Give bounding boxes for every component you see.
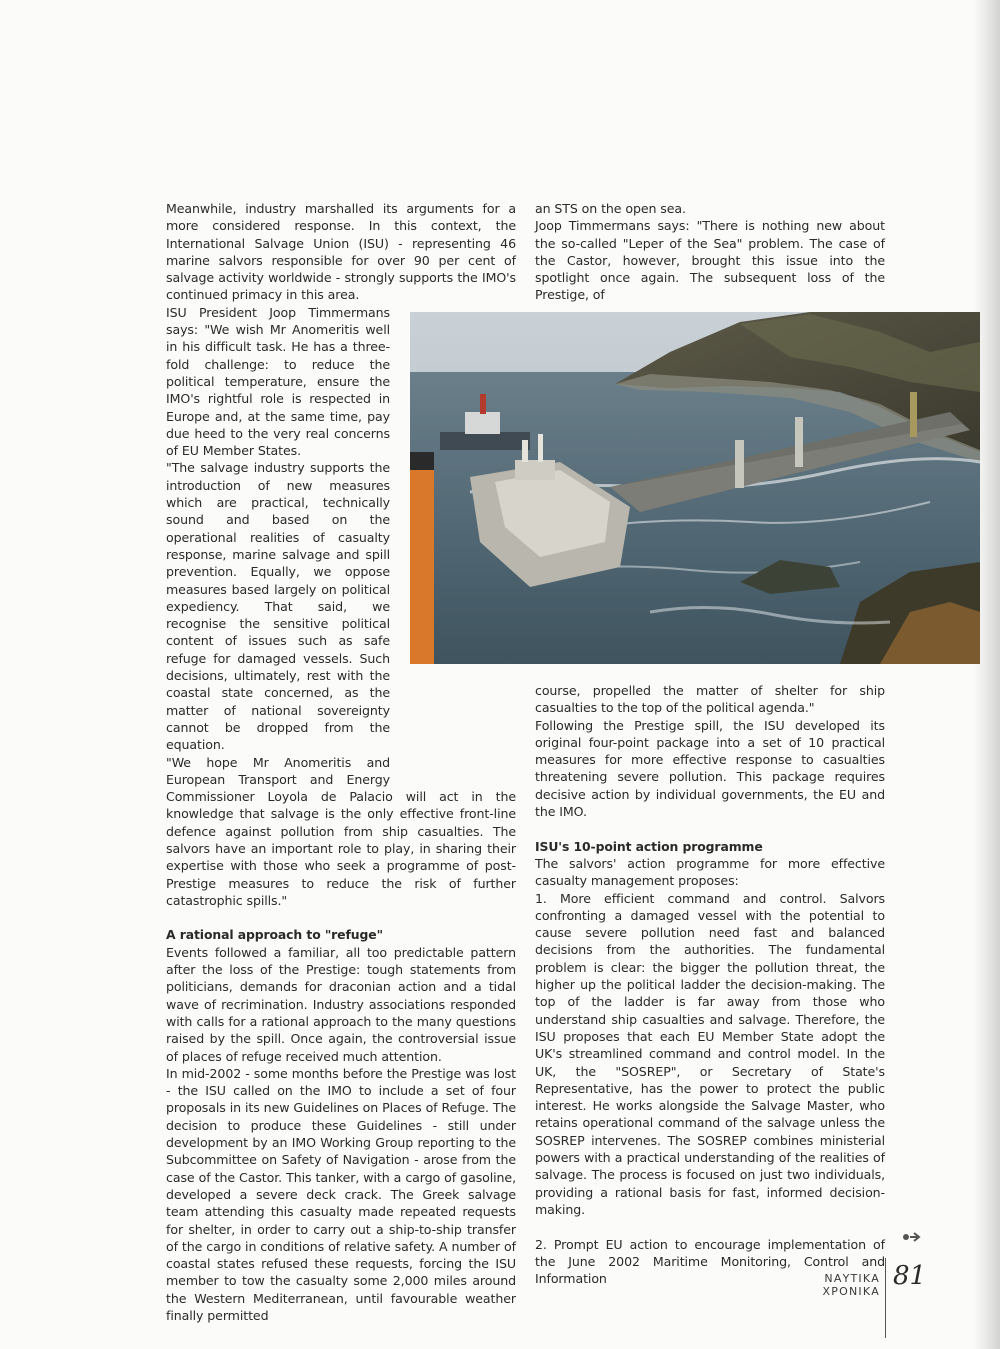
right-paragraph-3: course, propelled the matter of shelter for ship casualties to the top of the political agenda." — [535, 683, 885, 716]
magazine-name: ΝΑΥΤΙΚΑ ΧΡΟΝΙΚΑ — [822, 1272, 880, 1298]
right-column-top — [535, 200, 885, 304]
page-edge-shadow — [974, 0, 1000, 1349]
left-paragraph-4: "We hope Mr Anomeritis and European Transport and Energy Commissioner Loyola de Palacio will act in the knowledge that salvage is the only effective front-line defence against pollution from ship casualties. The salvors have an important role to play, in sharing their expertise with those who seek a programme of post-Prestige measures to reduce the risk of further catastrophic spills." — [166, 754, 516, 908]
right-paragraph-4: Following the Prestige spill, the ISU developed its original four-point package into a set of 10 practical measures for more effective response to casualties threatening severe pollution. This package requires decisive action by individual governments, the EU and the IMO. — [535, 717, 885, 820]
right-paragraph-5: The salvors' action programme for more effective casualty management proposes: — [535, 855, 885, 889]
section-heading-refuge: A rational approach to "refuge" — [166, 927, 383, 943]
left-paragraph-6: In mid-2002 - some months before the Prestige was lost - the ISU called on the IMO to include a set of four proposals in its new Guidelines on Places of Refuge. The decision to produce these Guidelines - still under development by an IMO Working Group reporting to the Subcommittee on Safety of Navigation - arose from the case of the Castor. This tanker, with a cargo of gasoline, developed a severe deck crack. The Greek salvage team attending this casualty made repeated requests for shelter, in order to carry out a ship-to-ship transfer of the cargo in conditions of relative safety. A number of coastal states refused these requests, forcing the ISU member to tow the casualty some 2,000 miles around the Western Mediterranean, until favourable weather finally permitted — [166, 1065, 516, 1323]
right-paragraph-1: an STS on the open sea. — [535, 201, 686, 216]
left-paragraph-3: "The salvage industry supports the introduction of new measures which are practical, technically sound and based on the operational realities of casualty response, marine salvage and spill prevention. Equally, we oppose measures based largely on political expediency. That said, we recognise the sensitive political content of issues such as safe refuge for damaged vessels. Such decisions, ultimately, rest with the coastal state concerned, as the matter of national sovereignty cannot be dropped from the equation. — [166, 460, 390, 753]
section-heading-action-programme: ISU's 10-point action programme — [535, 838, 763, 854]
shipwreck-illustration — [410, 312, 980, 664]
footer-divider — [885, 1258, 886, 1338]
continue-arrow-icon — [902, 1228, 922, 1247]
left-paragraph-5: Events followed a familiar, all too predictable pattern after the loss of the Prestige: tough statements from politicians, demands for draconian action and a tidal wave of recrimination. Industry associations responded with calls for a rational approach to the many questions raised by the spill. Once again, the controversial issue of places of refuge received much attention. — [166, 944, 516, 1064]
left-paragraph-1: Meanwhile, industry marshalled its arguments for a more considered response. In this context, the International Salvage Union (ISU) - representing 46 marine salvors responsible for over 90 per cent of salvage activity worldwide - strongly supports the IMO's continued primacy in this area. — [166, 201, 516, 303]
left-paragraph-2: ISU President Joop Timmermans says: "We wish Mr Anomeritis well in his difficult task. He has a three-fold challenge: to reduce the political temperature, ensure the IMO's rightful role is respected in Europe and, at the same time, pay due heed to the very real concerns of EU Member States. — [166, 304, 390, 459]
right-paragraph-2: Joop Timmermans says: "There is nothing new about the so-called "Leper of the Sea" problem. The case of the Castor, however, brought this issue into the spotlight once again. The subsequent loss of the Prestige, of — [535, 218, 885, 303]
shipwreck-photo — [410, 312, 980, 664]
page-number: 81 — [893, 1261, 927, 1291]
right-paragraph-7: 2. Prompt EU action to encourage implementation of the June 2002 Maritime Monitoring, Control and Information — [535, 1236, 885, 1287]
right-paragraph-6: 1. More efficient command and control. Salvors confronting a damaged vessel with the potential to cause severe pollution need fast and balanced decisions from the authorities. The fundamental problem is clear: the bigger the pollution threat, the higher up the political ladder the decision-making. The top of the ladder is far away from those who understand ship casualties and salvage. Therefore, the ISU proposes that each EU Member State adopt the UK's streamlined command and control model. In the UK, the "SOSREP", or Secretary of State's Representative, has the power to protect the public interest. He works alongside the Salvage Master, who retains operational command of the salvage unless the SOSREP intervenes. The SOSREP combines ministerial powers with a practical understanding of the realities of salvage. The process is focused on just two individuals, providing a rational basis for fast, informed decision-making. — [535, 890, 885, 1217]
right-column-bottom — [535, 682, 885, 1287]
